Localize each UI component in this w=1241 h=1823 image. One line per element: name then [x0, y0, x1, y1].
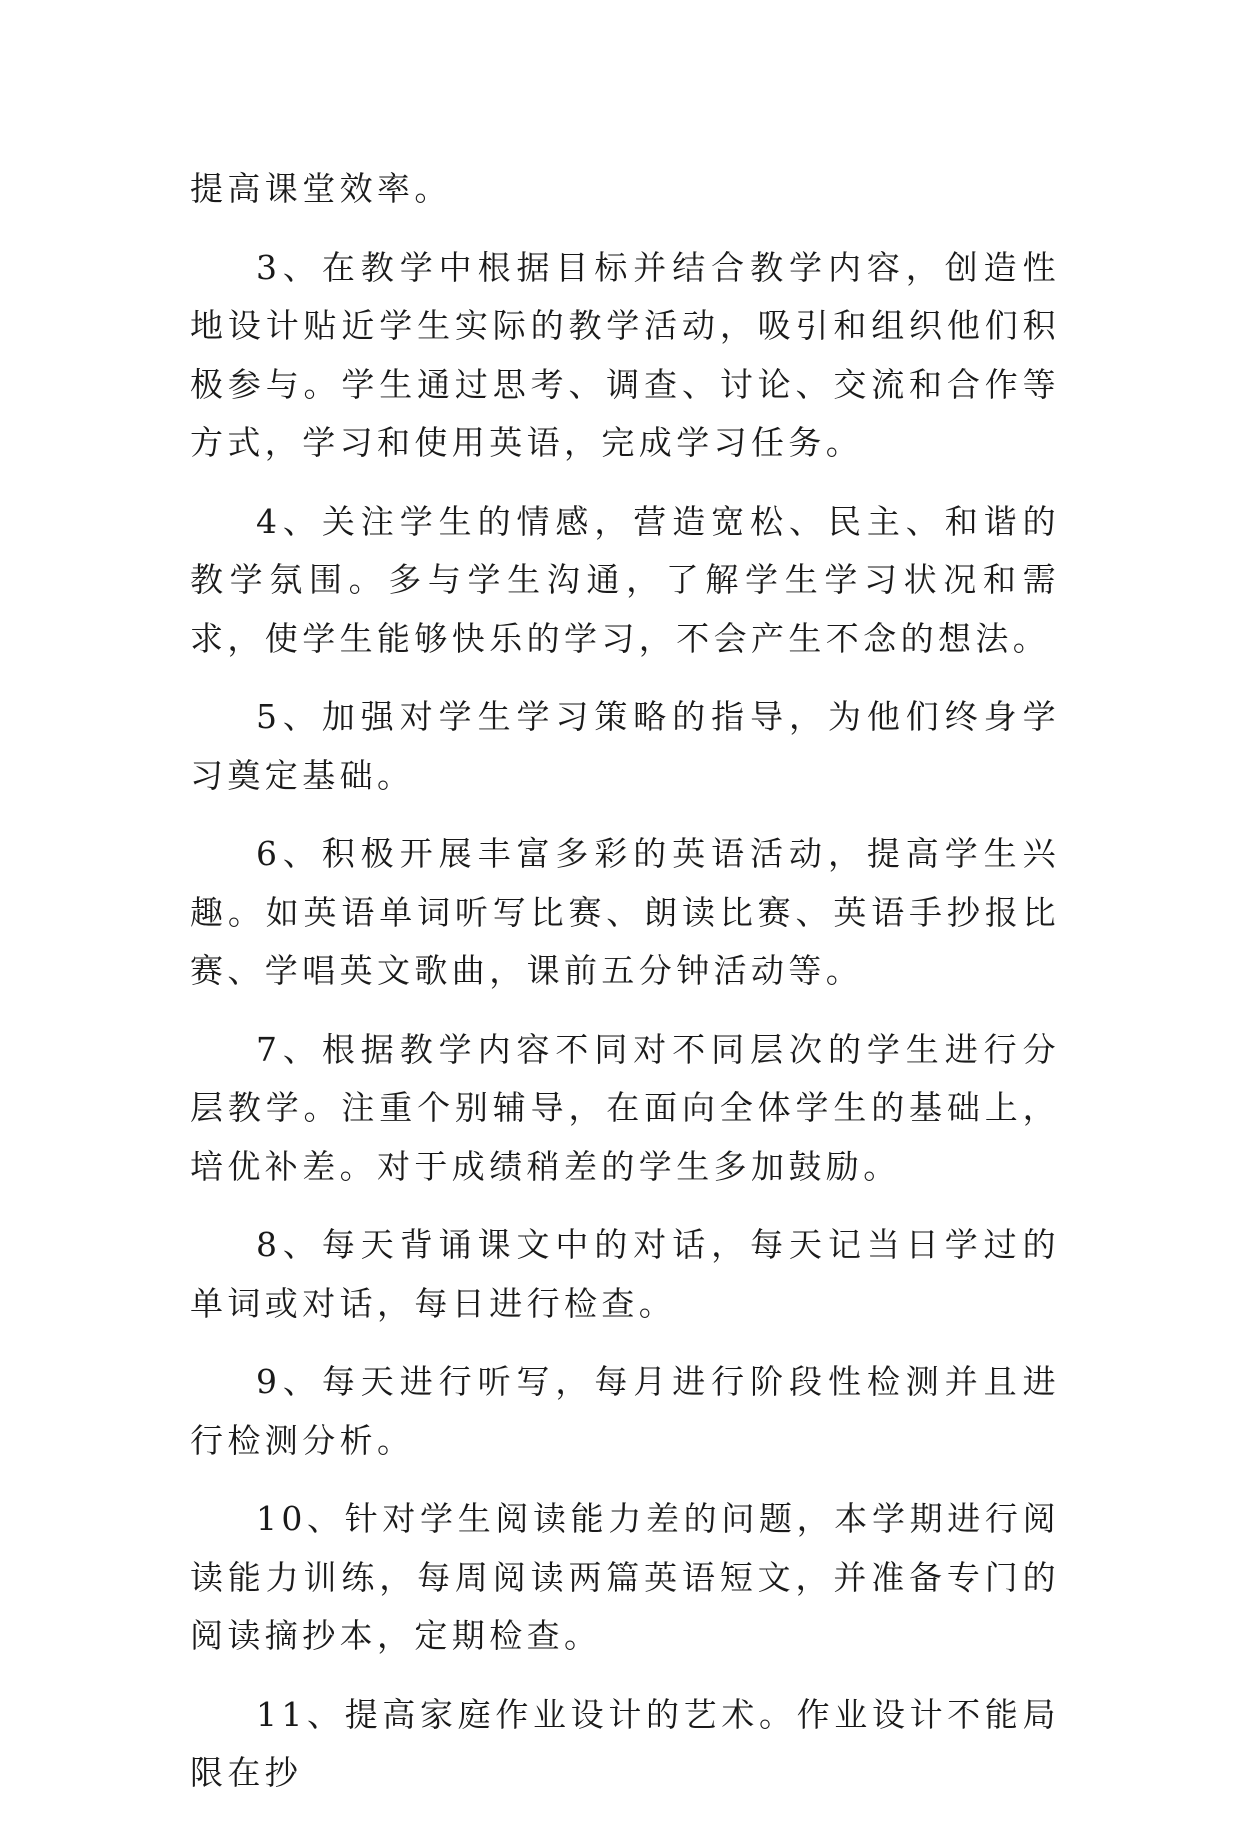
paragraph-item-11: 11、提高家庭作业设计的艺术。作业设计不能局限在抄 [190, 1694, 1060, 1792]
paragraph-item-9: 9、每天进行听写，每月进行阶段性检测并且进行检测分析。 [190, 1362, 1060, 1460]
paragraph-item-3: 3、在教学中根据目标并结合教学内容，创造性地设计贴近学生实际的教学活动，吸引和组织他们积极参与。学生通过思考、调查、讨论、交流和合作等方式，学习和使用英语，完成学习任务。 [190, 247, 1060, 462]
paragraph-continuation: 提高课堂效率。 [190, 169, 452, 208]
paragraph-item-7: 7、根据教学内容不同对不同层次的学生进行分层教学。注重个别辅导，在面向全体学生的基础上，培优补差。对于成绩稍差的学生多加鼓励。 [190, 1029, 1060, 1186]
paragraph-item-5: 5、加强对学生学习策略的指导，为他们终身学习奠定基础。 [190, 697, 1060, 795]
document-body [190, 160, 1060, 1823]
paragraph-item-4: 4、关注学生的情感，营造宽松、民主、和谐的教学氛围。多与学生沟通，了解学生学习状况和需求，使学生能够快乐的学习，不会产生不念的想法。 [190, 501, 1060, 658]
paragraph-item-8: 8、每天背诵课文中的对话，每天记当日学过的单词或对话，每日进行检查。 [190, 1225, 1060, 1323]
paragraph-item-10: 10、针对学生阅读能力差的问题，本学期进行阅读能力训练，每周阅读两篇英语短文，并准备专门的阅读摘抄本，定期检查。 [190, 1499, 1060, 1655]
paragraph-item-6: 6、积极开展丰富多彩的英语活动，提高学生兴趣。如英语单词听写比赛、朗读比赛、英语手抄报比赛、学唱英文歌曲，课前五分钟活动等。 [190, 834, 1060, 990]
